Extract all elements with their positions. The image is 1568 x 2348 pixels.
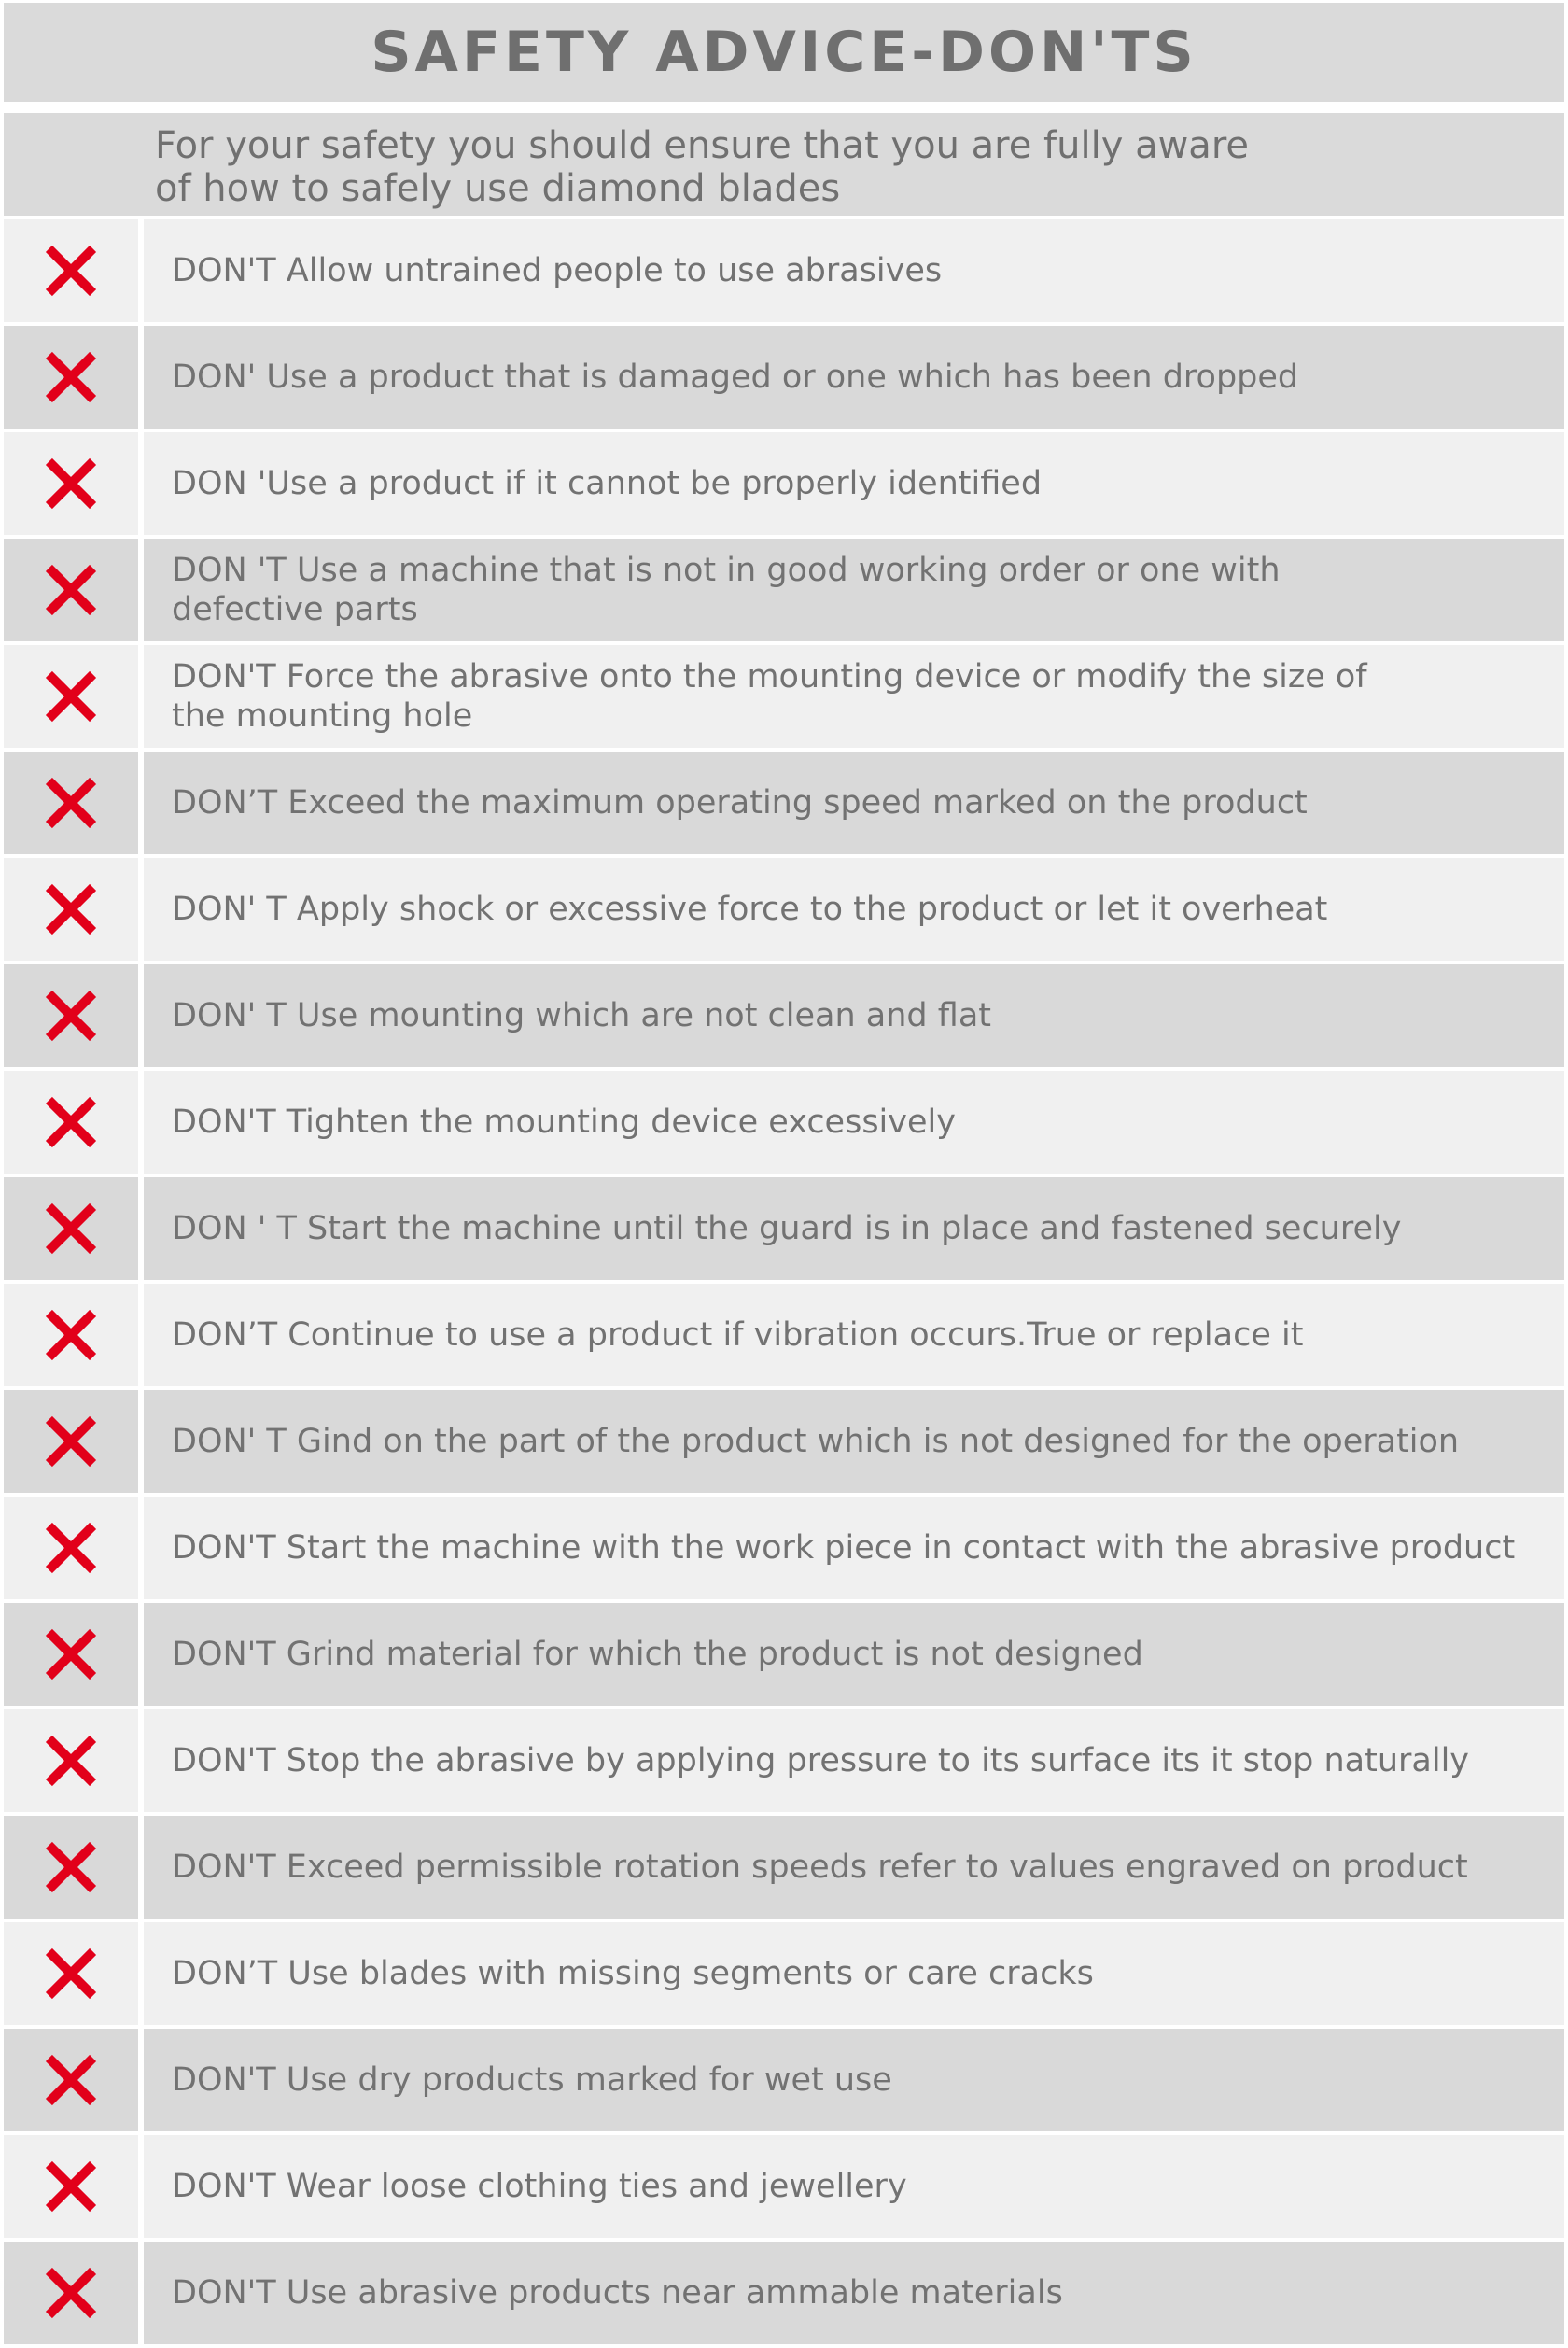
- page-title: SAFETY ADVICE-DON'TS: [371, 20, 1197, 85]
- list-item-text: DON'T Start the machine with the work piece in contact with the abrasive product: [172, 1529, 1516, 1567]
- text-cell: [144, 2029, 1564, 2131]
- list-item-text: DON'T Use abrasive products near ammable materials: [172, 2274, 1063, 2312]
- icon-cell: [4, 1284, 138, 1386]
- text-cell: [144, 1177, 1564, 1280]
- list-item: [4, 432, 1564, 535]
- list-item-text: DON'T Wear loose clothing ties and jewellery: [172, 2168, 907, 2205]
- list-item: [4, 2029, 1564, 2131]
- text-cell: [144, 752, 1564, 854]
- list-item: [4, 539, 1564, 641]
- list-item: [4, 645, 1564, 748]
- icon-cell: [4, 858, 138, 961]
- safety-sheet: [4, 3, 1564, 2311]
- list-item: [4, 2135, 1564, 2238]
- icon-cell: [4, 2029, 138, 2131]
- x-mark-icon: [42, 668, 100, 725]
- list-item-text: DON’T Use blades with missing segments or care cracks: [172, 1955, 1094, 1992]
- icon-cell: [4, 539, 138, 641]
- text-cell: [144, 964, 1564, 1067]
- x-mark-icon: [42, 1413, 100, 1470]
- x-mark-icon: [42, 2264, 100, 2322]
- x-mark-icon: [42, 348, 100, 406]
- x-mark-icon: [42, 1093, 100, 1151]
- list-item: [4, 219, 1564, 322]
- x-mark-icon: [42, 242, 100, 300]
- icon-cell: [4, 645, 138, 748]
- icon-cell: [4, 1603, 138, 1706]
- intro-line-2: of how to safely use diamond blades: [155, 167, 841, 210]
- list-item-text: DON' T Apply shock or excessive force to the product or let it overheat: [172, 891, 1328, 928]
- text-cell: [144, 645, 1564, 748]
- list-item: [4, 1177, 1564, 1280]
- icon-cell: [4, 2242, 138, 2344]
- list-item-text: DON'T Force the abrasive onto the mounting device or modify the size of the mounting hole: [172, 658, 1367, 735]
- list-item-text: DON'T Grind material for which the product is not designed: [172, 1636, 1143, 1673]
- icon-cell: [4, 1390, 138, 1493]
- list-item: [4, 1390, 1564, 1493]
- list-item: [4, 1816, 1564, 1919]
- donts-list: [4, 219, 1564, 2348]
- text-cell: [144, 1816, 1564, 1919]
- text-cell: [144, 1497, 1564, 1599]
- list-item: [4, 1071, 1564, 1174]
- list-item-text: DON’T Exceed the maximum operating speed marked on the product: [172, 784, 1308, 822]
- list-item: [4, 1709, 1564, 1812]
- text-cell: [144, 432, 1564, 535]
- text-cell: [144, 539, 1564, 641]
- list-item-text: DON'T Tighten the mounting device excessively: [172, 1104, 956, 1141]
- list-item-text: DON'T Allow untrained people to use abrasives: [172, 252, 943, 289]
- list-item: [4, 1497, 1564, 1599]
- icon-cell: [4, 2135, 138, 2238]
- list-item-text: DON ' T Start the machine until the guard is in place and fastened securely: [172, 1210, 1402, 1247]
- text-cell: [144, 1603, 1564, 1706]
- list-item: [4, 2242, 1564, 2344]
- icon-cell: [4, 1816, 138, 1919]
- x-mark-icon: [42, 774, 100, 832]
- text-cell: [144, 2135, 1564, 2238]
- x-mark-icon: [42, 1625, 100, 1683]
- list-item-text: DON’T Continue to use a product if vibration occurs.True or replace it: [172, 1316, 1304, 1354]
- list-item: [4, 1603, 1564, 1706]
- list-item: [4, 858, 1564, 961]
- list-item-text: DON' T Gind on the part of the product which is not designed for the operation: [172, 1423, 1460, 1460]
- list-item: [4, 1284, 1564, 1386]
- text-cell: [144, 858, 1564, 961]
- intro-text: [155, 124, 1368, 210]
- x-mark-icon: [42, 561, 100, 619]
- list-item-text: DON'T Exceed permissible rotation speeds refer to values engraved on product: [172, 1849, 1468, 1886]
- title-bar: [4, 3, 1564, 102]
- list-item: [4, 964, 1564, 1067]
- icon-cell: [4, 1922, 138, 2025]
- icon-cell: [4, 1071, 138, 1174]
- icon-cell: [4, 219, 138, 322]
- icon-cell: [4, 326, 138, 429]
- intro-line-1: For your safety you should ensure that you are fully aware: [155, 124, 1249, 167]
- icon-cell: [4, 1497, 138, 1599]
- text-cell: [144, 326, 1564, 429]
- x-mark-icon: [42, 455, 100, 513]
- x-mark-icon: [42, 880, 100, 938]
- icon-cell: [4, 432, 138, 535]
- x-mark-icon: [42, 1945, 100, 2003]
- x-mark-icon: [42, 987, 100, 1045]
- list-item-text: DON' Use a product that is damaged or one which has been dropped: [172, 359, 1299, 396]
- list-item: [4, 1922, 1564, 2025]
- x-mark-icon: [42, 2051, 100, 2109]
- icon-cell: [4, 964, 138, 1067]
- icon-cell: [4, 752, 138, 854]
- intro-panel: [4, 113, 1564, 216]
- icon-cell: [4, 1177, 138, 1280]
- text-cell: [144, 1071, 1564, 1174]
- x-mark-icon: [42, 1519, 100, 1577]
- list-item: [4, 326, 1564, 429]
- icon-cell: [4, 1709, 138, 1812]
- list-item-text: DON' T Use mounting which are not clean and flat: [172, 997, 991, 1034]
- text-cell: [144, 2242, 1564, 2344]
- text-cell: [144, 1284, 1564, 1386]
- text-cell: [144, 1390, 1564, 1493]
- x-mark-icon: [42, 1838, 100, 1896]
- x-mark-icon: [42, 1306, 100, 1364]
- list-item: [4, 752, 1564, 854]
- list-item-text: DON'T Use dry products marked for wet use: [172, 2061, 892, 2099]
- list-item-text: DON 'Use a product if it cannot be properly identified: [172, 465, 1043, 502]
- text-cell: [144, 219, 1564, 322]
- text-cell: [144, 1709, 1564, 1812]
- text-cell: [144, 1922, 1564, 2025]
- x-mark-icon: [42, 2158, 100, 2215]
- list-item-text: DON 'T Use a machine that is not in good working order or one with defective parts: [172, 552, 1281, 628]
- list-item-text: DON'T Stop the abrasive by applying pressure to its surface its it stop naturally: [172, 1742, 1470, 1779]
- x-mark-icon: [42, 1732, 100, 1790]
- x-mark-icon: [42, 1200, 100, 1258]
